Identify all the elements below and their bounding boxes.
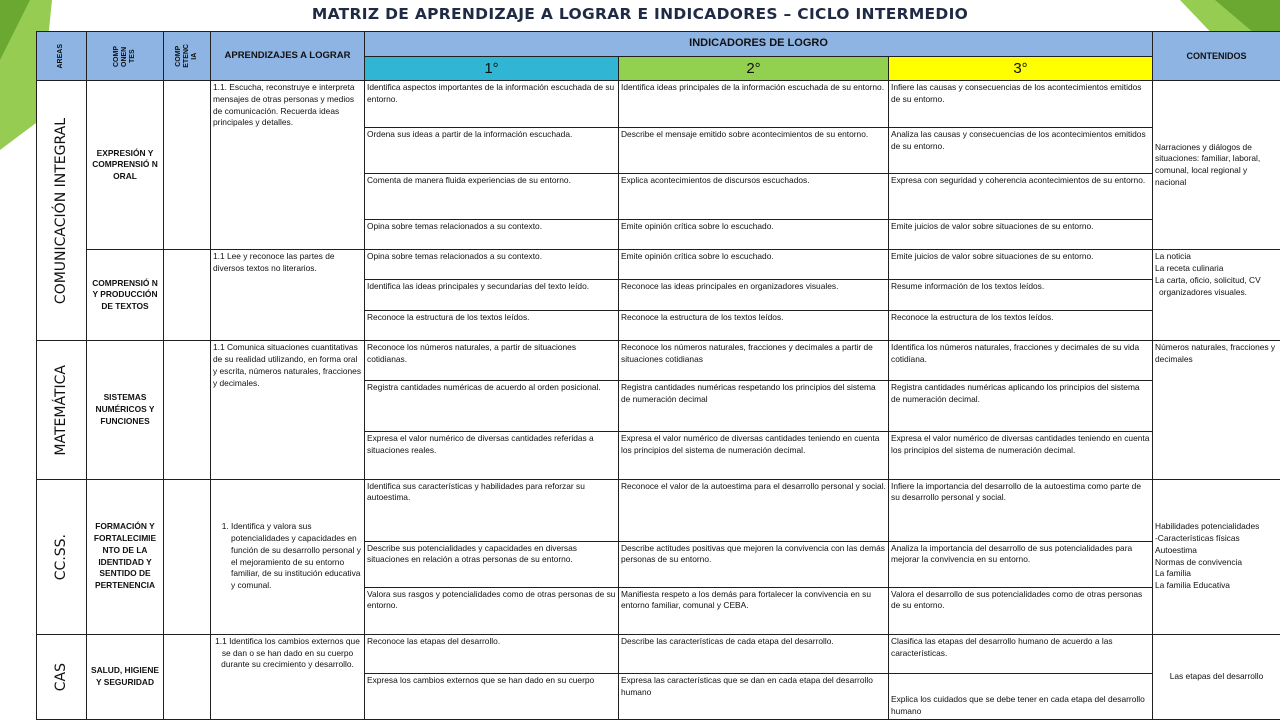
componente-expresion-oral: EXPRESIÓN Y COMPRENSIÓ N ORAL (87, 81, 164, 250)
header-indicadores: INDICADORES DE LOGRO (365, 32, 1153, 57)
table-row (37, 81, 1280, 128)
aprendizaje-1: 1.1. Escucha, reconstruye e interpreta mensajes de otras personas y medios de comunicación. Recuerda ideas principales y detalles. (211, 81, 365, 250)
indicador-9-3: Registra cantidades numéricas aplicando los principios del sistema de numeración decimal. (889, 381, 1153, 432)
indicador-2-3: Analiza las causas y consecuencias de los acontecimientos emitidos de su entorno. (889, 128, 1153, 174)
contenido-2 (1153, 250, 1280, 341)
header-aprendizajes: APRENDIZAJES A LOGRAR (211, 32, 365, 81)
header-grado-2: 2° (619, 57, 889, 81)
indicador-7-2: Reconoce la estructura de los textos leídos. (619, 311, 889, 341)
indicador-7-1: Reconoce la estructura de los textos leídos. (365, 311, 619, 341)
table-row (37, 341, 1280, 381)
indicador-13-1: Valora sus rasgos y potencialidades como de otras personas de su entorno. (365, 587, 619, 634)
indicador-3-2: Explica acontecimientos de discursos escuchados. (619, 174, 889, 220)
indicador-14-3: Clasifica las etapas del desarrollo humano de acuerdo a las características. (889, 634, 1153, 673)
indicador-6-1: Identifica las ideas principales y secundarias del texto leído. (365, 280, 619, 311)
componente-sistemas-numericos: SISTEMAS NUMÉRICOS Y FUNCIONES (87, 341, 164, 479)
indicador-4-2: Emite opinión crítica sobre lo escuchado. (619, 220, 889, 250)
indicador-9-1: Registra cantidades numéricas de acuerdo al orden posicional. (365, 381, 619, 432)
indicador-14-2: Describe las características de cada etapa del desarrollo. (619, 634, 889, 673)
componente-produccion-textos: COMPRENSIÓ N Y PRODUCCIÓN DE TEXTOS (87, 250, 164, 341)
contenido-2-item: La carta, oficio, solicitud, CV (1155, 274, 1261, 285)
indicador-13-2: Manifiesta respeto a los demás para fortalecer la convivencia en su entorno familiar, comunal y CEBA. (619, 587, 889, 634)
contenido-5: Las etapas del desarrollo (1153, 634, 1280, 719)
aprendizaje-4-item: 1. Identifica y valora sus potencialidades y capacidades en función de su desarrollo personal y el mejoramiento de su entorno familiar, de su institución educativa y comunal. (231, 521, 362, 592)
contenido-2-item: La receta culinaria (1155, 263, 1224, 274)
indicador-8-2: Reconoce los números naturales, fracciones y decimales a partir de situaciones cotidianas (619, 341, 889, 381)
indicador-1-3: Infiere las causas y consecuencias de los acontecimientos emitidos de su entorno. (889, 81, 1153, 128)
competencia-cell (164, 341, 211, 479)
indicador-5-1: Opina sobre temas relacionados a su contexto. (365, 250, 619, 280)
indicador-15-3: Explica los cuidados que se debe tener en cada etapa del desarrollo humano (889, 673, 1153, 719)
contenido-3: Números naturales, fracciones y decimales (1153, 341, 1280, 479)
indicador-8-1: Reconoce los números naturales, a partir de situaciones cotidianas. (365, 341, 619, 381)
indicador-10-3: Expresa el valor numérico de diversas cantidades teniendo en cuenta los principios del sistema de numeración decimal. (889, 432, 1153, 479)
indicador-15-1: Expresa los cambios externos que se han dado en su cuerpo (365, 673, 619, 719)
header-contenidos: CONTENIDOS (1153, 32, 1280, 81)
indicador-12-1: Describe sus potencialidades y capacidades en diversas situaciones en relación a otras personas de su entorno. (365, 541, 619, 587)
contenido-4-item: La familia Educativa (1155, 580, 1230, 591)
indicador-10-1: Expresa el valor numérico de diversas cantidades referidas a situaciones reales. (365, 432, 619, 479)
contenido-4-item: La familia (1155, 568, 1191, 579)
indicador-14-1: Reconoce las etapas del desarrollo. (365, 634, 619, 673)
competencia-cell (164, 634, 211, 719)
header-competencia: COMP ETENC IA (164, 32, 211, 81)
competencia-cell (164, 479, 211, 634)
page-title: MATRIZ DE APRENDIZAJE A LOGRAR E INDICADORES – CICLO INTERMEDIO (311, 5, 969, 23)
competencia-cell (164, 81, 211, 250)
indicador-12-2: Describe actitudes positivas que mejoren la convivencia con las demás personas de su entorno. (619, 541, 889, 587)
contenido-2-item: La noticia (1155, 251, 1191, 262)
header-grado-3: 3° (889, 57, 1153, 81)
contenido-4 (1153, 479, 1280, 634)
area-cas: CAS (37, 634, 87, 719)
table-row (37, 479, 1280, 541)
indicador-6-2: Reconoce las ideas principales en organizadores visuales. (619, 280, 889, 311)
aprendizaje-3: 1.1 Comunica situaciones cuantitativas de su realidad utilizando, en forma oral y escrita, números naturales, fracciones y decimales. (211, 341, 365, 479)
indicador-12-3: Analiza la importancia del desarrollo de sus potencialidades para mejorar la convivencia en su entorno. (889, 541, 1153, 587)
indicador-3-3: Expresa con seguridad y coherencia acontecimientos de su entorno. (889, 174, 1153, 220)
area-ccss: CC.SS. (37, 479, 87, 634)
table-row (37, 250, 1280, 280)
area-matematica: MATEMÁTICA (37, 341, 87, 479)
area-comunicacion: COMUNICACIÓN INTEGRAL (37, 81, 87, 341)
table-row (37, 634, 1280, 673)
indicador-2-2: Describe el mensaje emitido sobre acontecimientos de su entorno. (619, 128, 889, 174)
indicador-1-1: Identifica aspectos importantes de la información escuchada de su entorno. (365, 81, 619, 128)
indicador-4-3: Emite juicios de valor sobre situaciones de su entorno. (889, 220, 1153, 250)
contenido-4-item: Autoestima (1155, 544, 1197, 555)
contenido-1: Narraciones y diálogos de situaciones: familiar, laboral, comunal, local regional y nacional (1153, 81, 1280, 250)
contenido-4-item: -Características físicas (1155, 533, 1240, 544)
indicador-11-2: Reconoce el valor de la autoestima para el desarrollo personal y social. (619, 479, 889, 541)
indicador-15-2: Expresa las características que se dan en cada etapa del desarrollo humano (619, 673, 889, 719)
indicador-9-2: Registra cantidades numéricas respetando los principios del sistema de numeración decimal (619, 381, 889, 432)
indicador-2-1: Ordena sus ideas a partir de la información escuchada. (365, 128, 619, 174)
indicador-5-2: Emite opinión crítica sobre lo escuchado. (619, 250, 889, 280)
header-areas: AREAS (37, 32, 87, 81)
contenido-2-item: organizadores visuales. (1159, 286, 1248, 297)
componente-salud: SALUD, HIGIENE Y SEGURIDAD (87, 634, 164, 719)
indicador-3-1: Comenta de manera fluida experiencias de su entorno. (365, 174, 619, 220)
indicador-10-2: Expresa el valor numérico de diversas cantidades teniendo en cuenta los principios del sistema de numeración decimal. (619, 432, 889, 479)
componente-identidad: FORMACIÓN Y FORTALECIMIE NTO DE LA IDENTIDAD Y SENTIDO DE PERTENENCIA (87, 479, 164, 634)
header-componentes: COMP ONEN TES (87, 32, 164, 81)
contenido-4-item: Habilidades potencialidades (1155, 521, 1260, 532)
header-grado-1: 1° (365, 57, 619, 81)
indicador-11-1: Identifica sus características y habilidades para reforzar su autoestima. (365, 479, 619, 541)
indicador-7-3: Reconoce la estructura de los textos leídos. (889, 311, 1153, 341)
indicador-6-3: Resume información de los textos leídos. (889, 280, 1153, 311)
competencia-cell (164, 250, 211, 341)
indicador-8-3: Identifica los números naturales, fracciones y decimales de su vida cotidiana. (889, 341, 1153, 381)
contenido-4-item: Normas de convivencia (1155, 556, 1243, 567)
aprendizaje-5: 1.1 Identifica los cambios externos que se dan o se han dado en su cuerpo durante su crecimiento y desarrollo. (211, 634, 365, 719)
indicador-1-2: Identifica ideas principales de la información escuchada de su entorno. (619, 81, 889, 128)
indicador-4-1: Opina sobre temas relacionados a su contexto. (365, 220, 619, 250)
indicador-5-3: Emite juicios de valor sobre situaciones de su entorno. (889, 250, 1153, 280)
aprendizaje-2: 1.1 Lee y reconoce las partes de diversos textos no literarios. (211, 250, 365, 341)
indicador-13-3: Valora el desarrollo de sus potencialidades como de otras personas de su entorno. (889, 587, 1153, 634)
learning-matrix-table (36, 31, 1280, 720)
aprendizaje-4 (211, 479, 365, 634)
indicador-11-3: Infiere la importancia del desarrollo de la autoestima como parte de su desarrollo personal y social. (889, 479, 1153, 541)
